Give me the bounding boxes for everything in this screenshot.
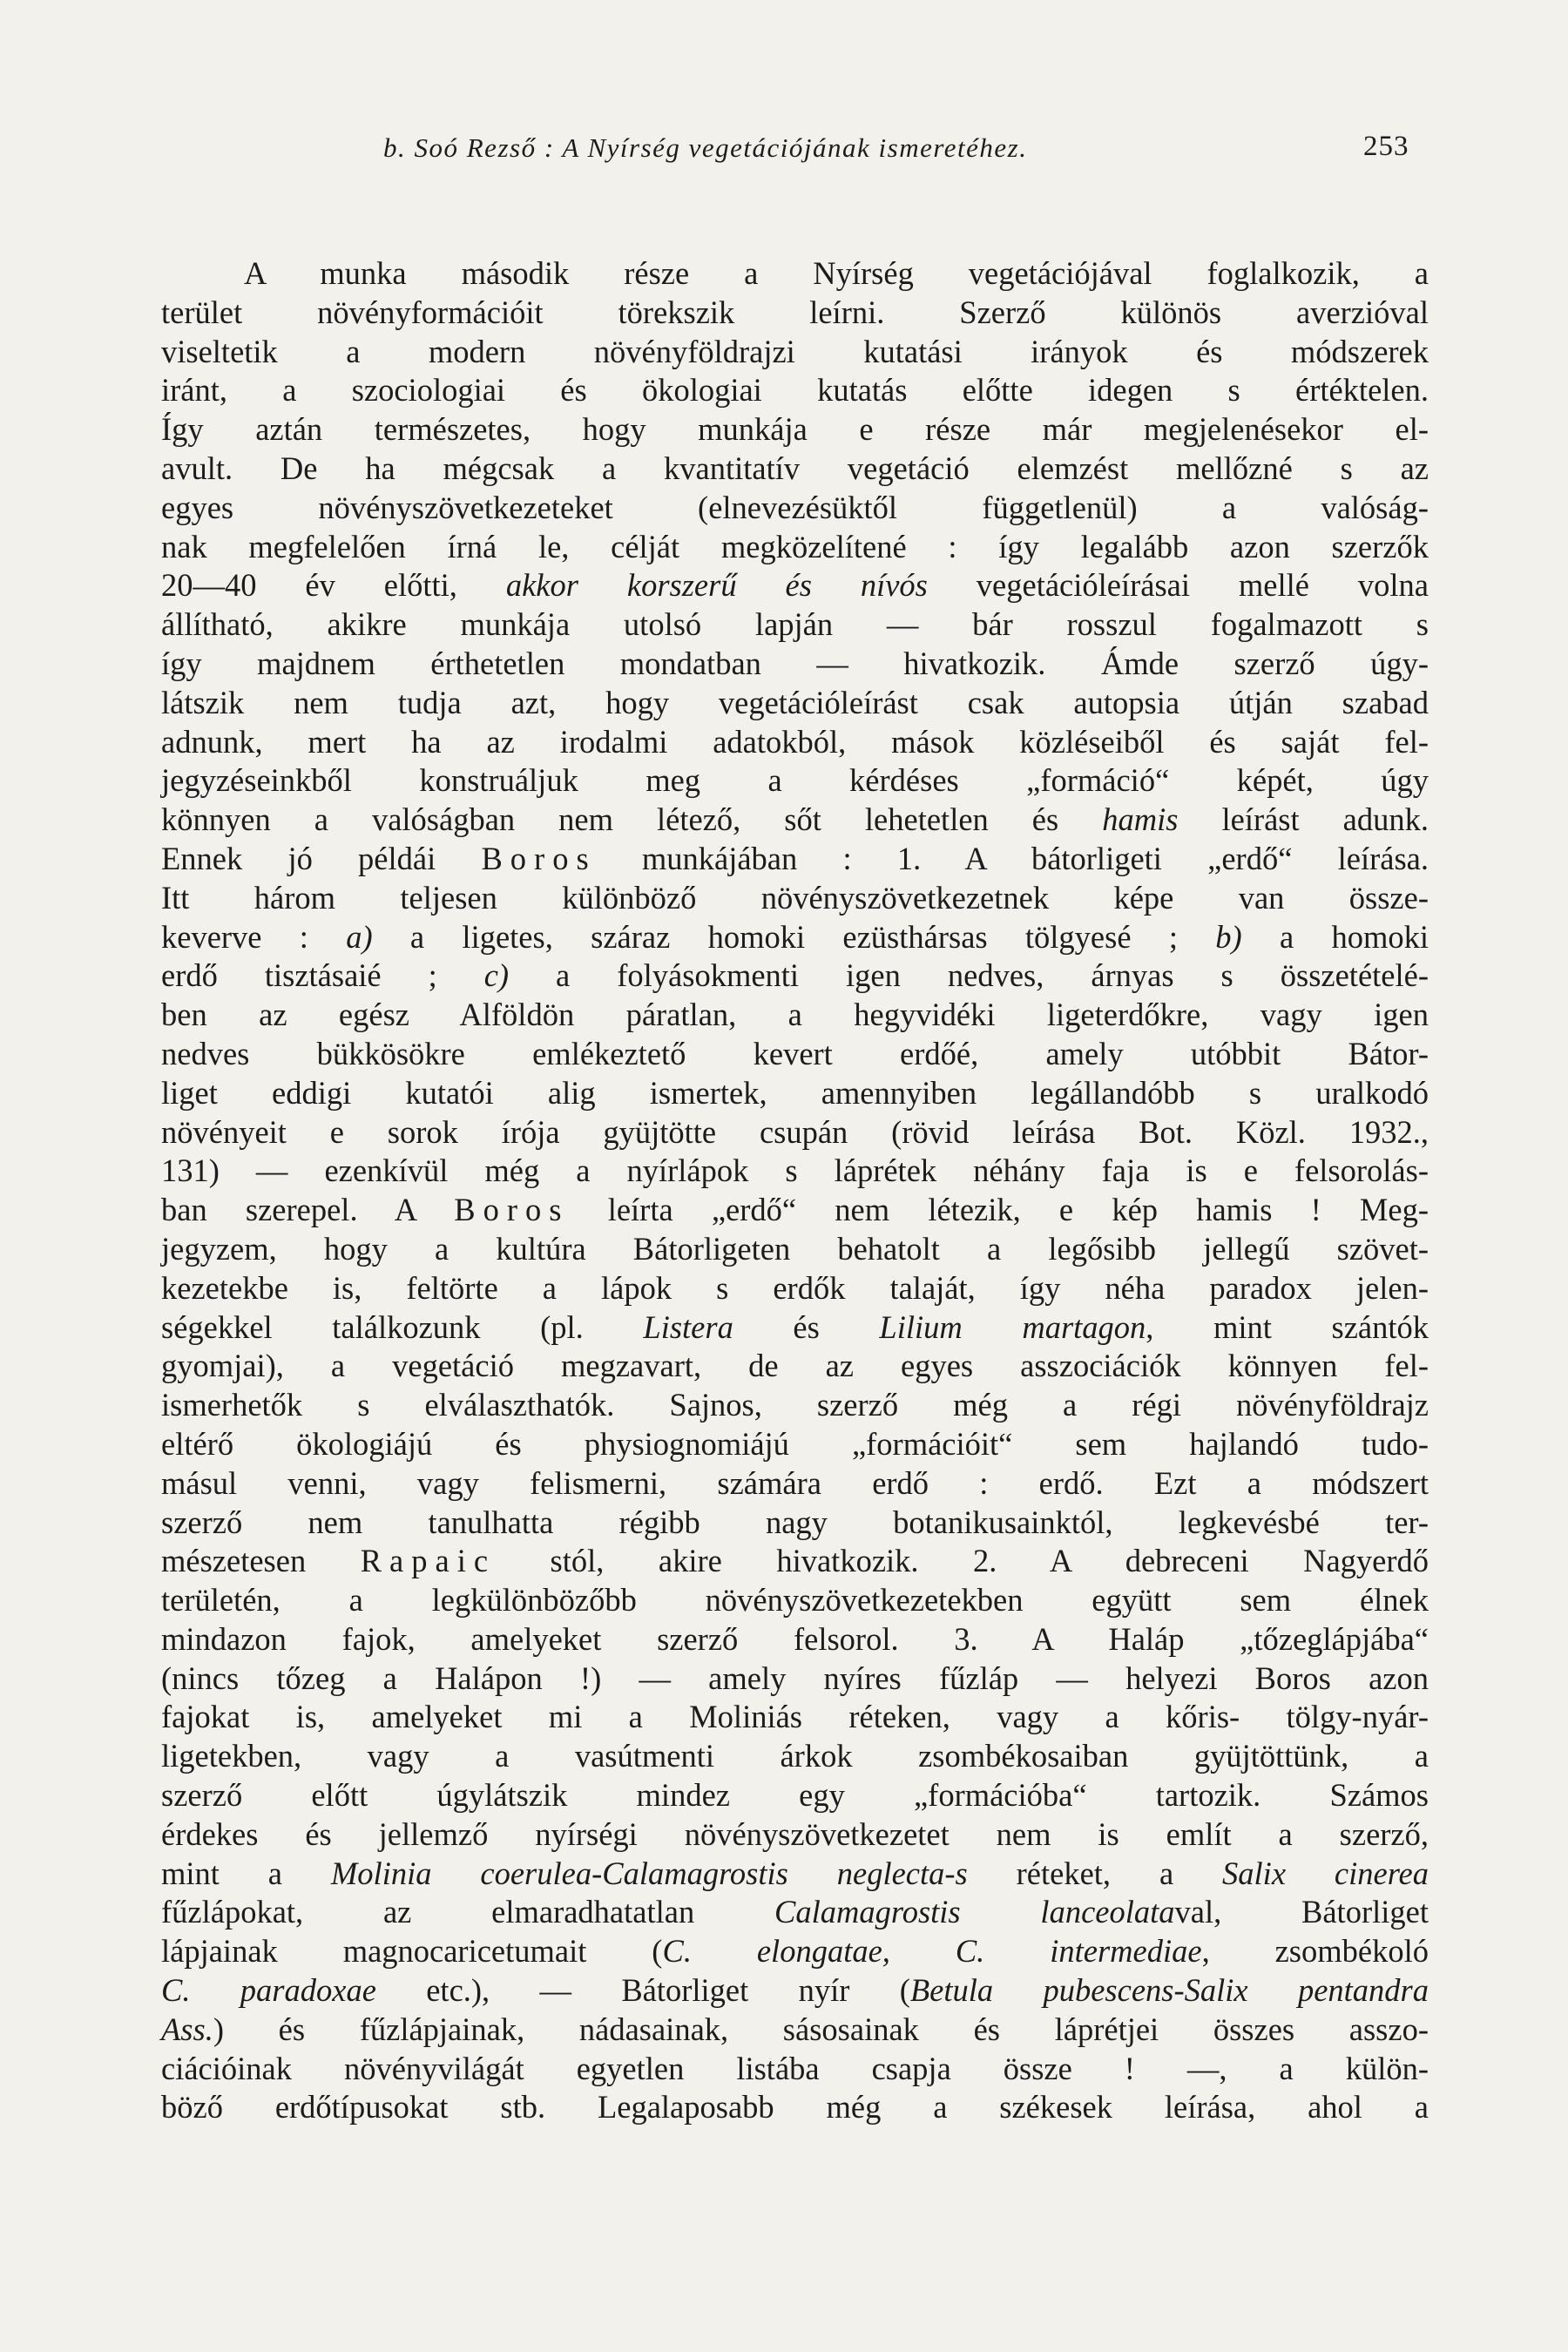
text-line: szerző nem tanulhatta régibb nagy botanikusainktól, legkevésbé ter-: [161, 1504, 1429, 1540]
text-line: látszik nem tudja azt, hogy vegetációleírást csak autopsia útján szabad: [161, 684, 1429, 720]
text-line: mint a Molinia coerulea-Calamagrostis neglecta-s réteket, a Salix cinerea: [161, 1855, 1429, 1891]
text-line: terület növényformációit törekszik leírni. Szerző különös averzióval: [161, 294, 1429, 330]
text-line: avult. De ha mégcsak a kvantitatív vegetáció elemzést mellőzné s az: [161, 449, 1429, 486]
text-line: C. paradoxae etc.), — Bátorliget nyír (Betula pubescens-Salix pentandra: [161, 1972, 1429, 2009]
text-line: Ennek jó példái Boros munkájában : 1. A bátorligeti „erdő“ leírása.: [161, 840, 1429, 876]
text-line: így majdnem érthetetlen mondatban — hivatkozik. Ámde szerző úgy-: [161, 645, 1429, 681]
text-line: érdekes és jellemző nyírségi növényszövetkezetet nem is említ a szerző,: [161, 1815, 1429, 1852]
text-line: növényeit e sorok írója gyüjtötte csupán (rövid leírása Bot. Közl. 1932.,: [161, 1113, 1429, 1150]
text-line: liget eddigi kutatói alig ismertek, amennyiben legállandóbb s uralkodó: [161, 1074, 1429, 1111]
text-line: gyomjai), a vegetáció megzavart, de az egyes asszociációk könnyen fel-: [161, 1348, 1429, 1384]
text-line: szerző előtt úgylátszik mindez egy „formációba“ tartozik. Számos: [161, 1777, 1429, 1814]
text-line: fajokat is, amelyeket mi a Moliniás réteken, vagy a kőris- tölgy-nyár-: [161, 1699, 1429, 1735]
text-line: ismerhetők s elválaszthatók. Sajnos, szerző még a régi növényföldrajz: [161, 1387, 1429, 1423]
text-line: másul venni, vagy felismerni, számára erdő : erdő. Ezt a módszert: [161, 1464, 1429, 1501]
body-paragraph: [161, 254, 1429, 2127]
text-line: keverve : a) a ligetes, száraz homoki ezüsthársas tölgyesé ; b) a homoki: [161, 918, 1429, 955]
text-line: Ass.) és fűzlápjainak, nádasainak, sásosainak és láprétjei összes asszo-: [161, 2011, 1429, 2047]
text-line: A munka második része a Nyírség vegetációjával foglalkozik, a: [244, 255, 1429, 291]
text-line: böző erdőtípusokat stb. Legalaposabb még a székesek leírása, ahol a: [161, 2089, 1429, 2126]
text-line: könnyen a valóságban nem létező, sőt lehetetlen és hamis leírást adunk.: [161, 801, 1429, 838]
text-line: nedves bükkösökre emlékeztető kevert erdőé, amely utóbbit Bátor-: [161, 1035, 1429, 1071]
text-line: iránt, a szociologiai és ökologiai kutatás előtte idegen s értéktelen.: [161, 372, 1429, 409]
text-line: 20—40 év előtti, akkor korszerű és nívós vegetációleírásai mellé volna: [161, 567, 1429, 604]
text-line: (nincs tőzeg a Halápon !) — amely nyíres fűzláp — helyezi Boros azon: [161, 1659, 1429, 1696]
text-line: egyes növényszövetkezeteket (elnevezésüktől függetlenül) a valóság-: [161, 489, 1429, 525]
text-line: ciációinak növényvilágát egyetlen listába csapja össze ! —, a külön-: [161, 2050, 1429, 2086]
text-line: mindazon fajok, amelyeket szerző felsorol. 3. A Haláp „tőzeglápjába“: [161, 1620, 1429, 1657]
text-line: ban szerepel. A Boros leírta „erdő“ nem létezik, e kép hamis ! Meg-: [161, 1192, 1429, 1228]
text-line: mészetesen Rapaic stól, akire hivatkozik. 2. A debreceni Nagyerdő: [161, 1543, 1429, 1579]
text-line: erdő tisztásaié ; c) a folyásokmenti igen nedves, árnyas s összetételé-: [161, 957, 1429, 994]
text-line: ben az egész Alföldön páratlan, a hegyvidéki ligeterdőkre, vagy igen: [161, 997, 1429, 1033]
text-line: jegyzem, hogy a kultúra Bátorligeten behatolt a legősibb jellegű szövet-: [161, 1230, 1429, 1267]
text-line: állítható, akikre munkája utolsó lapján — bár rosszul fogalmazott s: [161, 606, 1429, 643]
text-line: fűzlápokat, az elmaradhatatlan Calamagrostis lanceolataval, Bátorliget: [161, 1894, 1429, 1930]
text-line: lápjainak magnocaricetumait (C. elongatae, C. intermediae, zsombékoló: [161, 1933, 1429, 1970]
text-line: Így aztán természetes, hogy munkája e része már megjelenésekor el-: [161, 411, 1429, 448]
page-number: 253: [1363, 131, 1409, 162]
text-line: ligetekben, vagy a vasútmenti árkok zsombékosaiban gyüjtöttünk, a: [161, 1738, 1429, 1774]
text-line: eltérő ökologiájú és physiognomiájú „formációit“ sem hajlandó tudo-: [161, 1425, 1429, 1462]
text-line: jegyzéseinkből konstruáljuk meg a kérdéses „formáció“ képét, úgy: [161, 762, 1429, 799]
running-title: b. Soó Rezső : A Nyírség vegetációjának ismeretéhez.: [383, 132, 1028, 163]
text-line: nak megfelelően írná le, célját megközelítené : így legalább azon szerzők: [161, 528, 1429, 564]
text-line: viseltetik a modern növényföldrajzi kutatási irányok és módszerek: [161, 333, 1429, 369]
text-line: ségekkel találkozunk (pl. Listera és Lilium martagon, mint szántók: [161, 1308, 1429, 1345]
text-line: területén, a legkülönbözőbb növényszövetkezetekben együtt sem élnek: [161, 1582, 1429, 1619]
text-line: 131) — ezenkívül még a nyírlápok s láprétek néhány faja is e felsorolás-: [161, 1152, 1429, 1189]
text-line: adnunk, mert ha az irodalmi adatokból, mások közléseiből és saját fel-: [161, 723, 1429, 760]
text-line: kezetekbe is, feltörte a lápok s erdők talaját, így néha paradox jelen-: [161, 1269, 1429, 1306]
text-line: Itt három teljesen különböző növényszövetkezetnek képe van össze-: [161, 879, 1429, 916]
